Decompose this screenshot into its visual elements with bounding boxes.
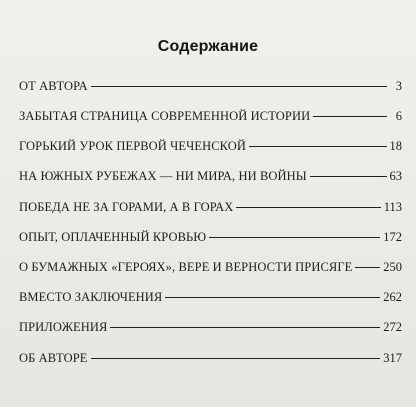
toc-entry-title: ВМЕСТО ЗАКЛЮЧЕНИЯ — [19, 290, 163, 305]
toc-entry-page: 6 — [395, 109, 402, 123]
toc-entry-title: ОТ АВТОРА — [19, 79, 88, 93]
toc-entry-page: 172 — [383, 229, 402, 244]
toc-entry — [19, 343, 402, 373]
toc-entry-page: 262 — [383, 290, 402, 305]
toc-entry — [19, 72, 402, 101]
toc-entry-title: ЗАБЫТАЯ СТРАНИЦА СОВРЕМЕННОЙ ИСТОРИИ — [19, 109, 311, 123]
toc-leader-line — [91, 358, 381, 359]
toc-entry — [19, 131, 402, 161]
toc-entry-page: 272 — [383, 320, 402, 335]
toc-entry-title: ПРИЛОЖЕНИЯ — [19, 320, 108, 335]
toc-leader-line — [313, 116, 387, 117]
toc-entry-title: ОБ АВТОРЕ — [19, 350, 88, 365]
page-title: Содержание — [157, 38, 259, 55]
toc-leader-line — [209, 237, 380, 238]
toc-entry — [19, 312, 402, 342]
toc-leader-line — [110, 327, 380, 328]
toc-leader-line — [236, 207, 380, 208]
toc-entry-title: НА ЮЖНЫХ РУБЕЖАХ — НИ МИРА, НИ ВОЙНЫ — [19, 169, 307, 184]
toc-leader-line — [91, 86, 387, 87]
toc-leader-line — [310, 176, 387, 177]
toc-entry — [19, 192, 402, 222]
toc-entry — [19, 101, 402, 131]
toc-leader-line — [249, 146, 386, 147]
toc-entry — [19, 161, 402, 191]
toc-entry-page: 3 — [395, 79, 402, 93]
toc-leader-line — [165, 297, 380, 298]
toc-entry-page: 18 — [389, 139, 402, 154]
toc-entry-page: 317 — [383, 350, 402, 365]
toc-entry — [19, 222, 402, 252]
toc-entry-page: 113 — [383, 199, 402, 214]
toc-entry-title: ОПЫТ, ОПЛАЧЕННЫЙ КРОВЬЮ — [19, 229, 207, 244]
toc-entry-title: ПОБЕДА НЕ ЗА ГОРАМИ, А В ГОРАХ — [19, 199, 234, 214]
toc-entry — [19, 282, 402, 312]
toc-entry — [19, 252, 402, 282]
toc-entry-title: ГОРЬКИЙ УРОК ПЕРВОЙ ЧЕЧЕНСКОЙ — [19, 139, 247, 154]
toc-entry-title: О БУМАЖНЫХ «ГЕРОЯХ», ВЕРЕ И ВЕРНОСТИ ПРИСЯГЕ — [19, 259, 353, 274]
toc-entry-page: 63 — [389, 169, 402, 184]
table-of-contents — [19, 72, 402, 373]
toc-entry-page: 250 — [383, 259, 402, 274]
toc-leader-line — [355, 267, 380, 268]
